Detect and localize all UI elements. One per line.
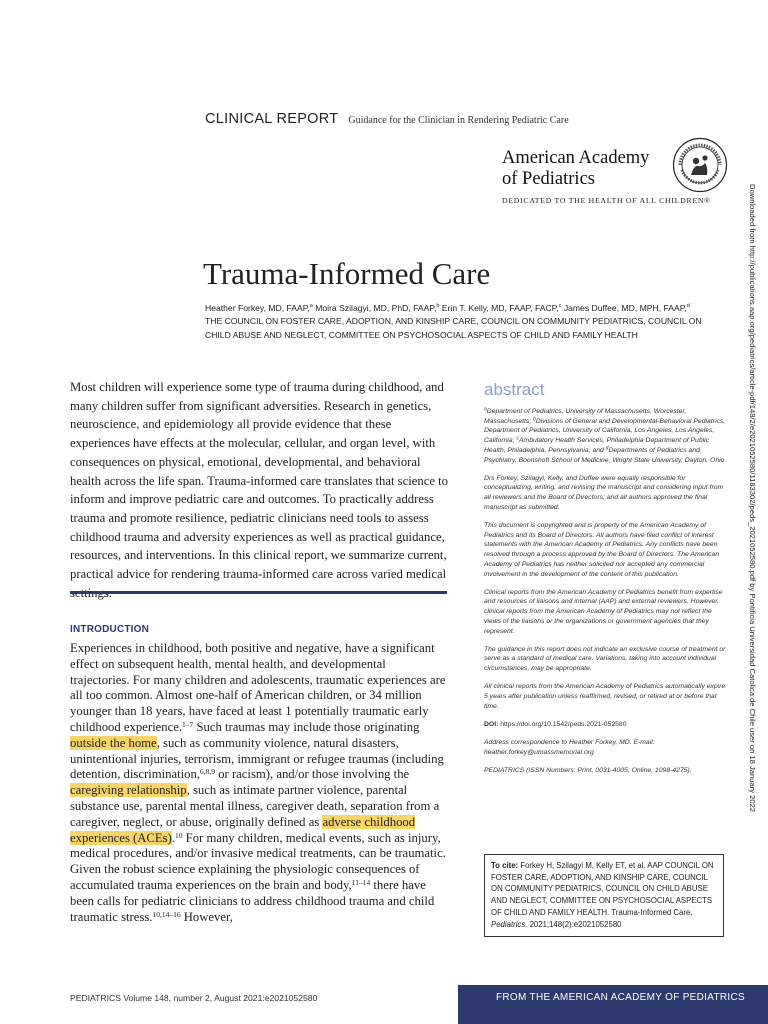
- doi-label: DOI:: [484, 720, 499, 728]
- page-title: Trauma-Informed Care: [203, 256, 491, 291]
- highlight-outside-home: outside the home: [70, 735, 157, 750]
- citation-label: To cite:: [491, 861, 519, 870]
- intro-text: Such traumas may include those originating: [193, 719, 420, 734]
- citation-ref: 6,8,9: [200, 767, 216, 777]
- report-type-label: CLINICAL REPORT: [205, 111, 339, 127]
- author-1: Heather Forkey, MD, FAAP,: [205, 302, 310, 313]
- highlight-caregiving-relationship: caregiving relationship: [70, 783, 187, 798]
- intro-text: .: [171, 830, 175, 845]
- doi-link[interactable]: https://doi.org/10.1542/peds.2021-052580: [498, 720, 627, 728]
- intro-text: , such as intimate partner violence, parental substance use, parental mental illness, caregiver death, separation from a caregiver, neglect, or abuse, originally defined as: [70, 783, 440, 829]
- correspondence-note: Address correspondence to Heather Forkey, MD. E-mail: heather.forkey@umassmemorial.org: [484, 739, 655, 756]
- affil-marker: c: [516, 435, 519, 442]
- affiliations: [484, 407, 726, 465]
- author-3-affil: c: [558, 303, 562, 309]
- author-4-affil: d: [686, 303, 690, 309]
- intro-text: , such as community violence, natural disasters, unintentional injuries, terrorism, immigrant or refugee traumas (including detention, discrimination,: [70, 735, 444, 782]
- copyright-note: This document is copyrighted and is property of the American Academy of Pediatrics and its Board of Directors. All authors have filed conflict of interest statements with the American Academy of Pediatrics. Any conflicts have been resolved through a process approved by the Board of Directors. The American Academy of Pediatrics has neither solicited nor accepted any commercial involvement in the development of the content of this publication.: [484, 522, 720, 578]
- citation-ref: 11–14: [351, 877, 371, 887]
- citation-journal: Pediatrics.: [491, 919, 528, 929]
- affil-marker: d: [605, 445, 609, 452]
- aap-seal-icon: [672, 137, 728, 193]
- intro-text: or racism), and/or those involving the: [215, 767, 410, 782]
- footer-banner: FROM THE AMERICAN ACADEMY OF PEDIATRICS: [458, 985, 768, 1024]
- citation-box: [484, 854, 724, 937]
- intro-text: there have been calls for pediatric clinicians to address childhood trauma and child traumatic stress.: [70, 877, 435, 924]
- affiliation-b: Divisions of General and Developmental-Behavioral Pediatrics, Department of Pediatrics, University of California, Los Angeles, Los Angeles, California;: [484, 417, 726, 445]
- issn-note: PEDIATRICS (ISSN Numbers: Print, 0031-4005; Online, 1098-4275).: [484, 767, 692, 775]
- abstract-label: abstract: [484, 380, 545, 399]
- reviewer-note: Clinical reports from the American Academy of Pediatrics benefit from expertise and resources of liaisons and internal (AAP) and external reviewers. However, clinical reports from the American Academy of Pediatrics may not reflect the views of the liaisons or the organizations or government agencies that they represent.: [484, 588, 723, 635]
- highlight-aces: adverse childhood experiences (ACEs): [70, 814, 416, 845]
- citation-tail: 2021;148(2):e2021052580: [527, 919, 622, 929]
- council-list: THE COUNCIL ON FOSTER CARE, ADOPTION, AND KINSHIP CARE, COUNCIL ON COMMUNITY PEDIATRICS, COUNCIL ON CHILD ABUSE AND NEGLECT, COMMITTEE ON PSYCHOSOCIAL ASPECTS OF CHILD AND FAMILY HEALTH: [205, 316, 702, 341]
- affil-marker: b: [533, 416, 536, 423]
- citation-ref: 10,14–16: [152, 909, 181, 919]
- author-2: Moira Szilagyi, MD, PhD, FAAP,: [312, 302, 437, 313]
- author-3: Erin T. Kelly, MD, FAAP, FACP,: [439, 302, 559, 313]
- download-notice: [744, 184, 758, 1024]
- introduction-heading: INTRODUCTION: [70, 624, 150, 635]
- author-4: James Duffee, MD, MPH, FAAP,: [561, 302, 687, 313]
- download-notice-text: Downloaded from http://publications.aap.org/pediatrics/article-pdf/148/2/e2021052580/1183302/peds_2021052580.pdf by Pontificia Universidad Catolica de Chile user on 18 January 2022: [748, 184, 757, 813]
- section-divider: [70, 591, 447, 594]
- article-notes: [484, 407, 726, 784]
- affiliation-a: Department of Pediatrics, University of Massachusetts, Worcester, Massachusetts;: [484, 408, 687, 425]
- affiliation-c: Ambulatory Health Services, Philadelphia Department of Public Health, Philadelphia, Pennsylvania; and: [484, 437, 710, 454]
- abstract-text: Most children will experience some type of trauma during childhood, and many children suffer from significant adversities. Research in genetics, neuroscience, and epidemiology all provide evidence that these experiences have effects at the molecular, cellular, and organ level, with consequences on physical, emotional, developmental, and behavioral health across the life span. Trauma-informed care translates that science to inform and improve pediatric care and outcomes. To practically address trauma and promote resilience, pediatric clinicians need tools to assess childhood trauma and adversity experiences as well as practical guidance, resources, and interventions. In this clinical report, we summarize current, practical advice for rendering trauma-informed care across varied medical: [70, 380, 449, 582]
- citation-ref: 10: [174, 830, 183, 840]
- aap-logo: [502, 148, 711, 205]
- report-guidance-text: Guidance for the Clinician in Rendering Pediatric Care: [348, 115, 569, 126]
- aap-tagline: DEDICATED TO THE HEALTH OF ALL CHILDREN®: [502, 196, 711, 205]
- citation-text: Forkey H, Szilagyi M, Kelly ET, et al. AAP COUNCIL ON FOSTER CARE, ADOPTION, AND KINSHIP CARE, COUNCIL ON COMMUNITY PEDIATRICS, COUNCIL ON CHILD ABUSE AND NEGLECT, COMMITTEE ON PSYCHOSOCIAL ASPECTS OF CHILD AND FAMILY HEALTH. Trauma-Informed Care.: [491, 861, 714, 917]
- intro-text: However,: [180, 909, 233, 924]
- affil-marker: a: [484, 406, 487, 413]
- contribution-note: Drs Forkey, Szilagyi, Kelly, and Duffee were equally responsible for conceptualizing, writing, and revising the manuscript and considering input from all reviewers and the Board of Directors; and all authors approved the final manuscript as submitted.: [484, 474, 724, 511]
- author-2-affil: b: [436, 303, 440, 309]
- footer-journal-info: PEDIATRICS Volume 148, number 2, August 2021:e2021052580: [70, 993, 318, 1003]
- introduction-body: [70, 641, 448, 925]
- author-list: [205, 300, 725, 343]
- expiration-note: All clinical reports from the American Academy of Pediatrics automatically expire 5 years after publication unless reaffirmed, revised, or retired at or before that time.: [484, 683, 726, 710]
- aap-name-line1: American Academy: [502, 148, 650, 168]
- intro-text: For many children, medical events, such as injury, medical procedures, and/or invasive medical treatments, can be traumatic. Given the robust science explaining the physiologic consequences of accumulated trauma experiences on the brain and body,: [70, 830, 446, 892]
- author-names: [205, 300, 725, 315]
- report-header: [205, 110, 569, 128]
- aap-name-line2: of Pediatrics: [502, 169, 595, 189]
- author-1-affil: a: [309, 303, 313, 309]
- intro-text: Experiences in childhood, both positive and negative, have a significant effect on subsequent health, mental health, and developmental trajectories. For many children and adolescents, traumatic experiences are all too common. Almost one-half of American children, or 34 million younger than 18 years, have faced at least 1 potentially traumatic early childhood experience.: [70, 641, 446, 734]
- affiliation-d: Departments of Pediatrics and Psychiatry, Boonshoft School of Medicine, Wright State University, Dayton, Ohio: [484, 446, 725, 464]
- citation-ref: 1–7: [182, 719, 194, 729]
- guidance-note: The guidance in this report does not indicate an exclusive course of treatment or serve as a standard of medical care. Variations, taking into account individual circumstances, may be appropriate.: [484, 645, 726, 673]
- doi-line: [484, 720, 726, 730]
